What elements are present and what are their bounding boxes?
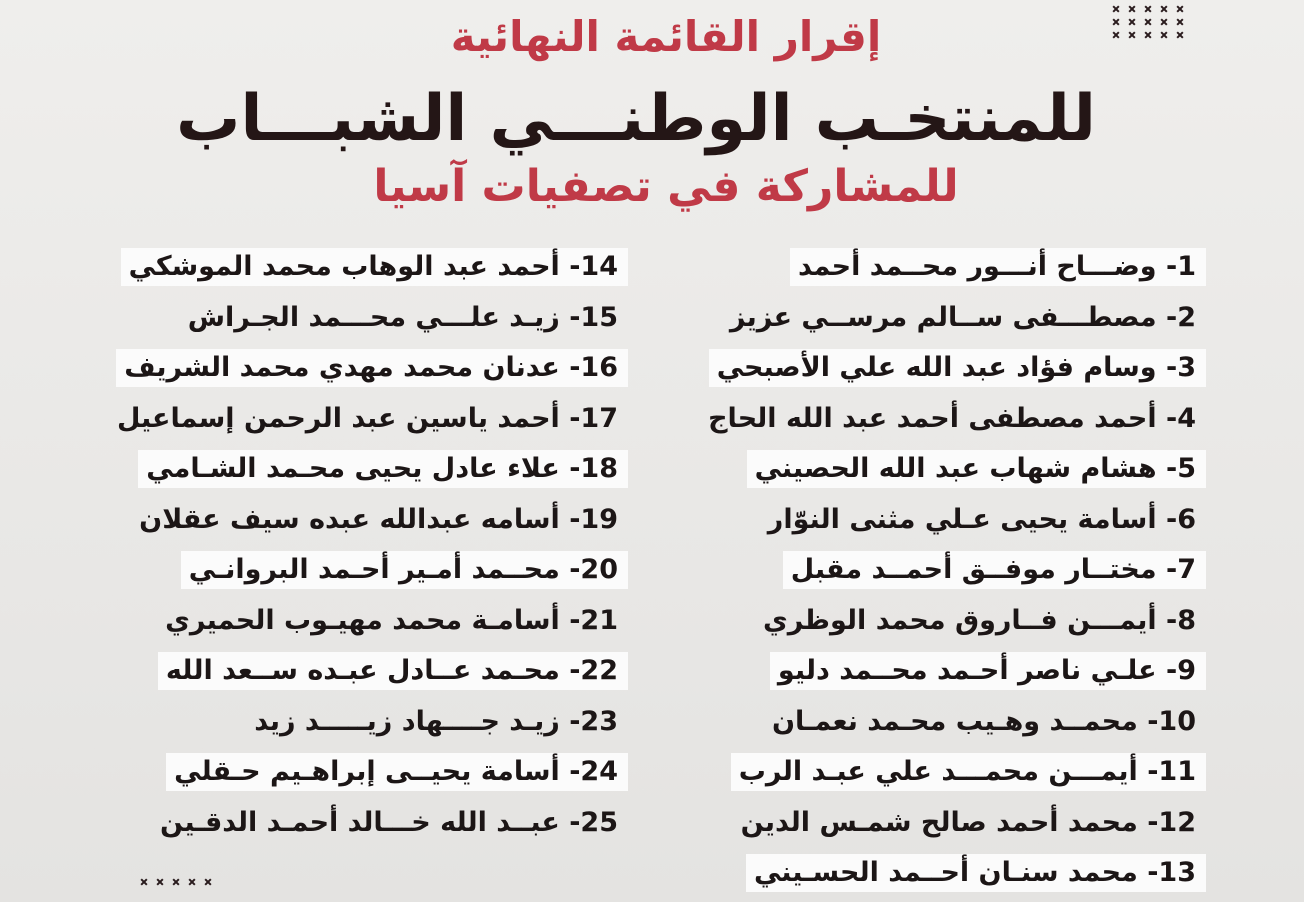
player-name: 10- محمــد وهـيب محـمد نعمـان [771,705,1196,737]
player-row [109,495,628,546]
player-name: 12- محمد أحمد صالح شمـس الدين [740,806,1196,838]
player-row [700,545,1206,596]
player-name: 4- أحمد مصطفى أحمد عبد الله الحاج [708,402,1196,434]
player-row [700,646,1206,697]
player-name: 17- أحمد ياسين عبد الرحمن إسماعيل [116,402,618,434]
player-row [109,242,628,293]
player-name: 15- زيـد علـــي محـــمد الجـراش [187,301,618,333]
player-row [109,293,628,344]
player-row [109,394,628,445]
player-name: 6- أسامة يحيى عـلي مثنى النوّار [767,503,1196,535]
player-name: 25- عبــد الله خـــالد أحمـد الدقـين [160,806,618,838]
player-row [700,747,1206,798]
player-row [109,596,628,647]
player-name: 22- محـمد عــادل عبـده ســعد الله [158,652,628,690]
player-row [700,848,1206,899]
player-row [109,343,628,394]
player-name: 9- علـي ناصر أحـمد محــمد دليو [770,652,1206,690]
player-name: 13- محمد سنـان أحــمد الحسـيني [746,854,1206,892]
player-name: 7- مختــار موفــق أحمــد مقبل [783,551,1206,589]
player-name: 1- وضـــاح أنـــور محــمد أحمد [790,248,1206,286]
player-row [700,242,1206,293]
headline-line-1: إقرار القائمة النهائية [450,12,882,61]
player-name: 21- أسامـة محمد مهيـوب الحميري [165,604,618,636]
player-name: 24- أسامة يحيــى إبراهـيم حـقلي [166,753,628,791]
player-row [700,343,1206,394]
player-name: 18- علاء عادل يحيى محـمد الشـامي [138,450,628,488]
player-row [700,394,1206,445]
player-row [700,495,1206,546]
player-name: 5- هشام شهاب عبد الله الحصيني [747,450,1206,488]
player-row [109,444,628,495]
player-list-left [109,242,628,848]
player-row [700,798,1206,849]
player-name: 3- وسام فؤاد عبد الله علي الأصبحي [709,349,1206,387]
player-name: 2- مصطـــفى ســالم مرســي عزيز [729,301,1196,333]
player-row [700,293,1206,344]
player-row [109,646,628,697]
player-name: 14- أحمد عبد الوهاب محمد الموشكي [121,248,628,286]
player-name: 19- أسامه عبدالله عبده سيف عقلان [139,503,618,535]
decorative-cross-pattern-bottom [140,878,212,886]
headline-line-3: للمشاركة في تصفيات آسيا [373,161,959,212]
player-row [700,697,1206,748]
player-row [109,697,628,748]
player-row [700,444,1206,495]
player-name: 20- محــمد أمـير أحـمد البروانـي [181,551,628,589]
player-name: 16- عدنان محمد مهدي محمد الشريف [116,349,628,387]
player-name: 8- أيمـــن فــاروق محمد الوظري [763,604,1196,636]
player-list-right [700,242,1206,899]
player-row [109,798,628,849]
player-row [109,545,628,596]
headline-line-2: للمنتخـب الوطنـــي الشبـــاب [176,82,1096,156]
player-row [700,596,1206,647]
player-name: 11- أيمـــن محمـــد علي عبـد الرب [731,753,1206,791]
player-name: 23- زيـد جــــهاد زيـــــد زيد [254,705,618,737]
player-row [109,747,628,798]
